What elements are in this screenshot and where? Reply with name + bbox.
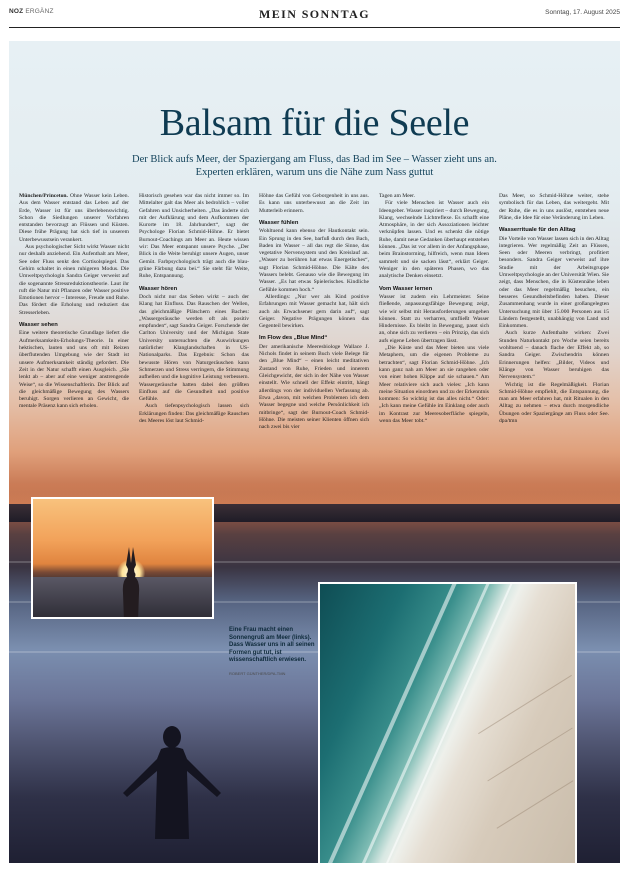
paragraph: Höhne das Gefühl von Geborgenheit in uns aus. Es kann uns unterbewusst an die Zeit im Mutterleib erinnern. xyxy=(259,193,369,214)
paragraph: „Die Küste und das Meer bieten uns viele Metaphern, um die eigenen Probleme zu betrachten“, sagt Florian Schmid-Höhne. „Ich kann ganz nah am Meer an sie rangehen oder von einer hohen Klippe auf sie schauen.“ Am Meer relativiere sich auch vieles: „Ich kann meine Situation einordnen und zu der Erkenntnis kommen: So wichtig ist das alles nicht.“ Oder: „Ich kann meine Gefühle im Einklang oder auch im Kontrast zur Meeresoberfläche spiegeln, wenn das Meer tobt.“ xyxy=(379,345,489,425)
yoga-silhouette xyxy=(111,547,151,619)
paragraph: Für viele Menschen ist Wasser auch ein Ideengeber. Wasser inspiriert – durch Bewegung, Klang, wechselnde Lichtreflexe. Es schafft eine Atmosphäre, in der sich Assoziationen leichter verknüpfen lassen. Und es schenkt die nötige Ruhe, damit neue Gedanken überhaupt entstehen können. „Das ist vor allem in der Anfangsphase, beim Brainstorming, hilfreich, wenn man Ideen sammelt und sie sacken lässt“, erklärt Geiger. Weniger in den späteren Phasen, wo das analytische Denken einsetzt. xyxy=(379,200,489,280)
subheading: Wasser sehen xyxy=(19,322,58,329)
photo-credit: ROBERT GÜNTHER/DPA-TMN xyxy=(229,671,286,676)
paragraph: Allerdings: „Nur wer als Kind positive Erfahrungen mit Wasser gemacht hat, hält sich auch als Erwachsener gern darin auf“, sagt Geiger. Negative Prägungen können das Gegenteil bewirken. xyxy=(259,293,369,330)
sun-salutation-photo xyxy=(31,497,214,619)
page-header xyxy=(0,0,629,28)
subheading: Wasserrituale für den Alltag xyxy=(499,227,576,234)
paragraph: Historisch gesehen war das nicht immer so. Im Mittelalter galt das Meer als bedrohlich – voller Gefahren und Unsicherheiten. „Das änderte sich mit der Aufklärung und dem Aufkommen der Kurorte im 18. Jahrhundert“, sagt der Psychologe Florian Schmid-Höhne. Er bietet Burnout-Coachings am Meer an. Heute wissen wir: Das Meer entspannt unsere Psyche. „Der Blick in die Weite beruhigt unsere Augen, unser Gemüt. Farbpsychologisch trägt auch die blau-grüne Färbung dazu bei.“ Sie steht für Weite, Ruhe, Entspannung. xyxy=(139,193,249,280)
section-title: MEIN SONNTAG xyxy=(259,7,370,21)
subheading: Vom Wasser lernen xyxy=(379,285,433,292)
text-column-1 xyxy=(19,193,129,411)
paragraph: Das Meer, so Schmid-Höhne weiter, stehe symbolisch für das Leben, das weitergeht. Mit der Ruhe, die es in uns auslöst, entstehen neue Pläne, die Idee für eine Veränderung im Leben. xyxy=(499,193,609,221)
paragraph: Aus psychologischer Sicht wirkt Wasser nicht nur deshalb anziehend. Ein Aufenthalt am Meer, See oder Fluss senkt den Cortisolspiegel. Das Gehirn schaltet in einen ruhigeren Modus. Die Umweltpsychologin Sandra Geiger verweist auf die sogenannte Stressreduktionstheorie. Laut ihr ruft die Natur mit Pflanzen oder Wasser positive Emotionen hervor – Interesse, Freude und Ruhe. Das fördert die Erholung und reduziert das Stresserleben. xyxy=(19,244,129,316)
text-column-2 xyxy=(139,193,249,425)
sand-streak xyxy=(497,780,574,829)
subheading: Wasser hören xyxy=(139,285,178,292)
paragraph: Wichtig ist die Regelmäßigkeit. Florian Schmid-Höhne empfiehlt, die Entspannung, die man am Meer erfahren hat, mit Ritualen in den Alltag zu nehmen – etwa durch morgendliche Übungen oder Spaziergänge am Fluss oder See. dpa/tmn xyxy=(499,381,609,425)
aerial-beach-photo xyxy=(318,582,577,863)
wave-foam xyxy=(321,582,463,863)
wave-foam xyxy=(379,582,519,863)
text-column-5 xyxy=(499,193,609,425)
article-panel xyxy=(9,41,620,863)
article-subhead: Der Blick aufs Meer, der Spaziergang am Fluss, das Bad im See – Wasser zieht uns an. Experten erklären, warum uns die Nähe zum Nass guttut xyxy=(132,154,497,178)
wave-foam xyxy=(355,582,496,863)
brand-sub: ERGÄNZ xyxy=(25,8,54,15)
paragraph: Wasser ist zudem ein Lehrmeister. Seine fließende, anpassungsfähige Bewegung zeigt, wie wir selbst mit Herausforderungen umgehen können. Statt zu verharren, umfließt Wasser Hindernisse. Es bleibt in Bewegung, passt sich an, ohne sich zu verlieren – ein Prinzip, das sich aufs eigene Leben übertragen lässt. xyxy=(379,293,489,344)
subheading: Wasser fühlen xyxy=(259,219,299,226)
paragraph: Eine weitere theoretische Grundlage liefert die Aufmerksamkeits-Erholungs-Theorie. In einer hektischen, lauten und uns oft mit Reizen überflutenden Umgebung wie der Stadt ist unsere Aufmerksamkeit ständig gefordert. Die Zeit in der Natur schafft einen Ausgleich. „Sie lenkt ab – aber auf eine weniger anstrengende Weise“, so die Wissenschaftlerin. Der Blick auf die gleichmäßige Bewegung des Wassers beruhigt. Sorgen verlieren an Gewicht, die mentale Präsenz kann sich erholen. xyxy=(19,330,129,410)
sand-streak xyxy=(478,675,572,734)
text-column-4 xyxy=(379,193,489,425)
dateline: München/Princeton. xyxy=(19,193,68,199)
subheading: Im Flow des „Blue Mind“ xyxy=(259,335,328,342)
text-column-3 xyxy=(259,193,369,431)
article-headline: Balsam für die Seele xyxy=(159,102,470,144)
sand-streak xyxy=(487,728,572,782)
paragraph: Doch nicht nur das Sehen wirkt – auch der Klang hat Einfluss. Das Rauschen der Wellen, das gleichmäßige Plätschern eines Baches: „Wassergeräusche werden oft als positiv empfunden“, sagt Sandra Geiger. Forschende der Carlton University und der Michigan State University untersuchten die Auswirkungen natürlicher Klanglandschaften in US-Nationalparks. Das Ergebnis: Schon das bewusste Hören von Naturgeräuschen kann Schmerzen und Stress verringern, die Stimmung aufhellen und die kognitive Leistung verbessern. Wassergeräusche hatten dabei den größten Einfluss auf die Gesundheit und positive Gefühle. xyxy=(139,293,249,403)
paragraph: Tagen am Meer. xyxy=(379,193,416,199)
paragraph: Der amerikanische Meeresbiologe Wallace J. Nichols findet in seinem Buch viele Belege für den „Blue Mind“ – einen leicht meditativen Zustand von Ruhe, Frieden und innerem Gleichgewicht, der sich in der Nähe von Wasser einstellt. Wie schnell der Effekt eintritt, hängt allerdings von der individuellen Verfassung ab. Etwa „davon, mit welchen Problemen ich dem Wasser begegne und welche Persönlichkeit ich mitbringe“, sagt der Burnout-Coach Schmid-Höhne. Die meisten seiner Klienten öffnen sich nach zwei bis vier xyxy=(259,343,369,431)
issue-date: Sonntag, 17. August 2025 xyxy=(545,9,620,16)
paragraph: Auch kurze Aufenthalte wirken: Zwei Stunden Naturkontakt pro Woche seien bereits wohltuend – danach flache der Effekt ab, so Sandra Geiger. Zwischendrin können Erinnerungen helfen: „Bilder, Videos und Klänge von Wasser beruhigen das Nervensystem.“ xyxy=(499,330,609,381)
paragraph xyxy=(19,193,129,244)
paragraph: Wohltuend kann ebenso der Hautkontakt sein. Ein Sprung in den See, barfuß durch den Bach, Baden im Wasser – all das regt die Sinne, das vegetative Nervensystem und den Kreislauf an. „Wasser zu berühren hat etwas Energetisches“, sagt Florian Schmid-Höhne. Die Kälte des Wassers belebt. Genauso wie die Bewegung im Wasser. „Es hat etwas Spielerisches. Kindliche Gefühle kommen hoch.“ xyxy=(259,228,369,293)
header-rule xyxy=(9,27,620,28)
paragraph-text: Ohne Wasser kein Leben. Aus dem Wasser entstand das Leben auf der Erde, Wasser ist für uns überlebenswichtig. Schon die Siedlungen unserer Vorfahren entstanden bevorzugt an Flüssen und Küsten. Diese frühe Prägung hat sich tief in unserem Unterbewusstsein verankert. xyxy=(19,193,129,243)
paragraph: Die Vorteile von Wasser lassen sich in den Alltag integrieren. Wer regelmäßig Zeit an Flüssen, Seen oder Meeren verbringt, profitiert besonders. Sandra Geiger verweist auf ihre Studie mit der Arbeitsgruppe Umweltpsychologie an der Universität Wien. Sie zeigt, dass Menschen, die in Küstennähe leben oder das Meer regelmäßig besuchen, ein besseres Gesundheitsbefinden haben. Dieser Zusammenhang wurde in einer großangelegten Untersuchung mit über 15.000 Personen aus 15 Ländern festgestellt, unabhängig von Land und Einkommen. xyxy=(499,235,609,330)
brand-name: NOZ xyxy=(9,8,24,15)
paragraph: Auch tiefenpsychologisch lassen sich Erklärungen finden: Das gleichmäßige Rauschen des Meeres löst laut Schmid- xyxy=(139,403,249,425)
swimmer-silhouette xyxy=(117,719,227,839)
photo-caption: Eine Frau macht einen Sonnengruß am Meer (links). Dass Wasser uns in all seinen Formen gut tut, ist wissenschaftlich erwiesen. xyxy=(229,627,315,664)
